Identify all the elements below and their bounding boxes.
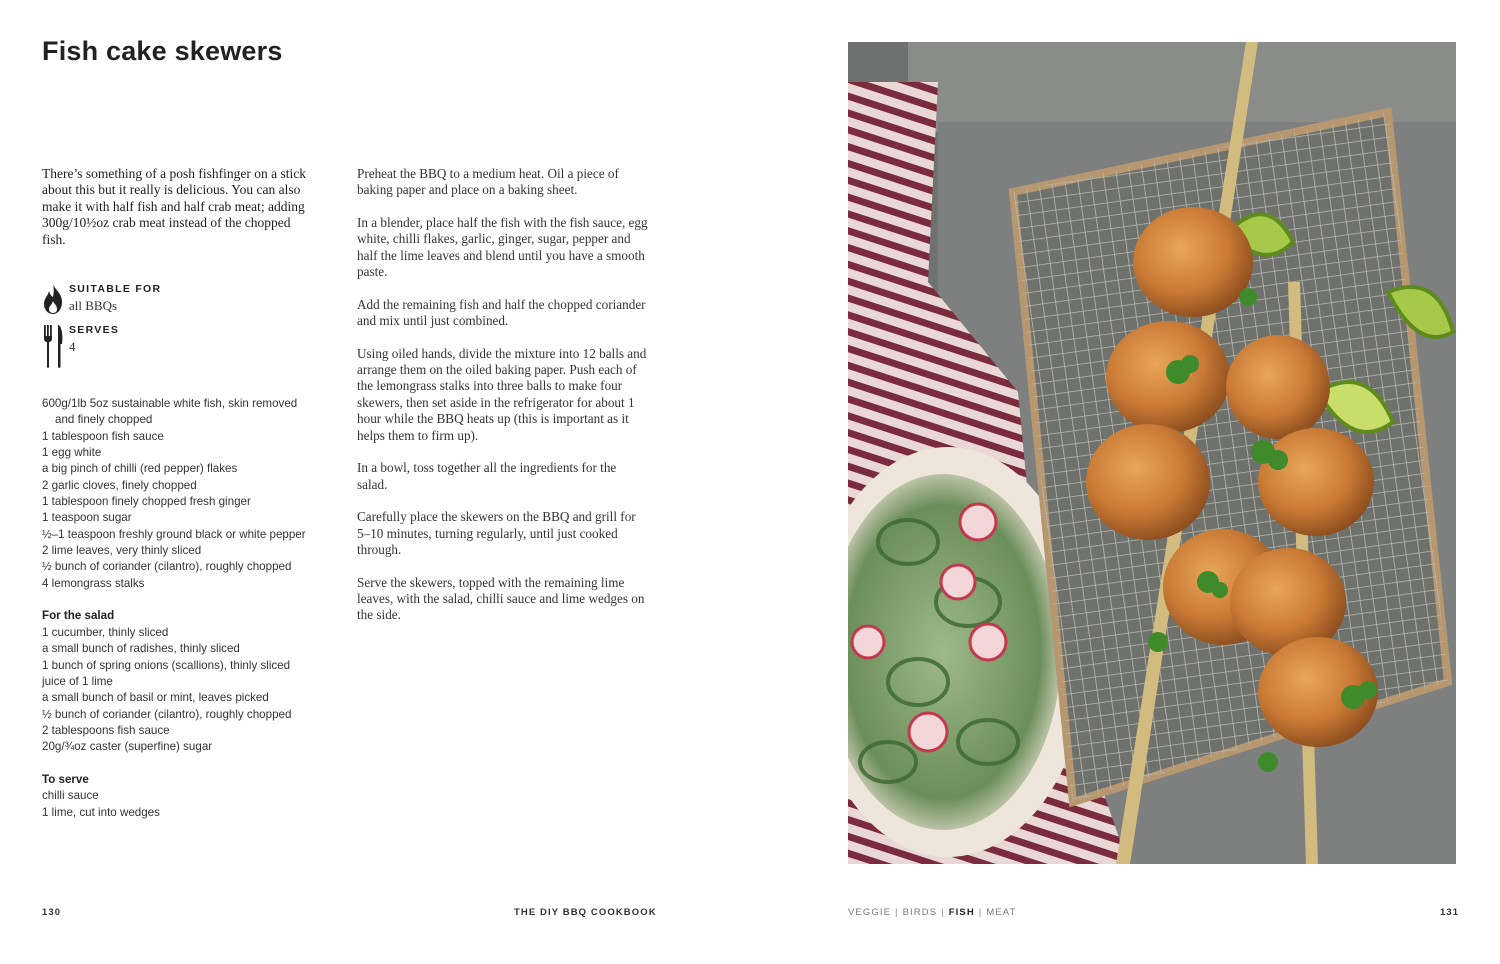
ingredient-item: chilli sauce bbox=[42, 789, 99, 803]
right-page-number: 131 bbox=[1440, 907, 1460, 918]
ingredient-item: ½ bunch of coriander (cilantro), roughly chopped bbox=[42, 707, 292, 721]
ingredient-item: 20g/¾oz caster (superfine) sugar bbox=[42, 740, 213, 754]
ingredient-item: 1 bunch of spring onions (scallions), thinly sliced bbox=[42, 658, 291, 672]
category-veggie: VEGGIE bbox=[848, 907, 892, 918]
method-step: Serve the skewers, topped with the remaining lime leaves, with the salad, chilli sauce and lime wedges on the side. bbox=[357, 574, 645, 623]
ingredient-item: 1 tablespoon fish sauce bbox=[42, 429, 164, 443]
serves-label: SERVES bbox=[69, 324, 120, 336]
ingredient-item: 2 tablespoons fish sauce bbox=[42, 723, 170, 737]
ingredient-item: a small bunch of basil or mint, leaves picked bbox=[42, 691, 269, 705]
flame-icon bbox=[42, 283, 64, 320]
cutlery-icon bbox=[42, 324, 64, 374]
recipe-intro: There’s something of a posh fishfinger on a stick about this but it really is delicious. You can also make it with half fish and half crab meat; adding 300g/10½oz crab meat instead of the chopped fish. bbox=[42, 166, 306, 247]
method-step: In a bowl, toss together all the ingredients for the salad. bbox=[357, 460, 617, 492]
ingredient-item: 1 teaspoon sugar bbox=[42, 511, 132, 525]
right-page bbox=[750, 0, 1500, 964]
method-steps bbox=[357, 166, 649, 640]
ingredient-item: 1 egg white bbox=[42, 446, 102, 460]
recipe-title: Fish cake skewers bbox=[42, 36, 283, 66]
ingredient-item: a big pinch of chilli (red pepper) flakes bbox=[42, 462, 238, 476]
method-step: In a blender, place half the fish with the fish sauce, egg white, chilli flakes, garlic, ginger, sugar, pepper and half the lime leaves and blend until you have a smooth paste. bbox=[357, 215, 648, 280]
category-birds: BIRDS bbox=[902, 907, 938, 918]
serves-block bbox=[42, 324, 312, 368]
suitable-for-block bbox=[42, 283, 312, 319]
method-step: Add the remaining fish and half the chopped coriander and mix until just combined. bbox=[357, 296, 646, 329]
ingredient-item: 600g/1lb 5oz sustainable white fish, skin removed and finely chopped bbox=[42, 397, 298, 427]
method-step: Using oiled hands, divide the mixture into 12 balls and arrange them on the oiled baking paper. Push each of the lemongrass stalks into three balls to make four skewers, then set aside in the refrigerator for about 1 hour while the BBQ heats up (this is important as it helps them to firm up). bbox=[357, 345, 647, 443]
fish-cake-skewers-photo bbox=[848, 42, 1456, 864]
ingredient-item: 2 lime leaves, very thinly sliced bbox=[42, 544, 202, 558]
left-page-number: 130 bbox=[42, 907, 62, 918]
ingredient-item: juice of 1 lime bbox=[42, 674, 113, 688]
ingredients-list bbox=[42, 396, 317, 821]
salad-heading: For the salad bbox=[42, 609, 115, 623]
book-title: THE DIY BBQ COOKBOOK bbox=[514, 907, 657, 918]
salad-ingredients bbox=[42, 625, 317, 756]
ingredient-item: ½ bunch of coriander (cilantro), roughly chopped bbox=[42, 560, 292, 574]
ingredient-item: 4 lemongrass stalks bbox=[42, 576, 145, 590]
serve-heading: To serve bbox=[42, 772, 89, 786]
serves-value: 4 bbox=[69, 339, 76, 354]
ingredient-item: 1 lime, cut into wedges bbox=[42, 805, 160, 819]
suitable-for-label: SUITABLE FOR bbox=[69, 283, 162, 295]
ingredients-main bbox=[42, 396, 317, 592]
category-meat: MEAT bbox=[986, 907, 1017, 918]
photo-illustration bbox=[848, 42, 1456, 864]
method-step: Preheat the BBQ to a medium heat. Oil a piece of baking paper and place on a baking sheet. bbox=[357, 166, 619, 198]
ingredient-item: 1 tablespoon finely chopped fresh ginger bbox=[42, 495, 251, 509]
serve-ingredients bbox=[42, 788, 317, 821]
ingredient-item: a small bunch of radishes, thinly sliced bbox=[42, 642, 240, 656]
category-nav: VEGGIE | BIRDS | FISH | MEAT bbox=[848, 907, 1017, 918]
method-step: Carefully place the skewers on the BBQ and grill for 5–10 minutes, turning regularly, until just cooked through. bbox=[357, 509, 636, 557]
category-fish: FISH bbox=[948, 907, 975, 918]
ingredient-item: 2 garlic cloves, finely chopped bbox=[42, 478, 197, 492]
ingredient-item: 1 cucumber, thinly sliced bbox=[42, 625, 169, 639]
ingredient-item: ½–1 teaspoon freshly ground black or white pepper bbox=[42, 527, 306, 541]
suitable-for-value: all BBQs bbox=[69, 298, 118, 313]
